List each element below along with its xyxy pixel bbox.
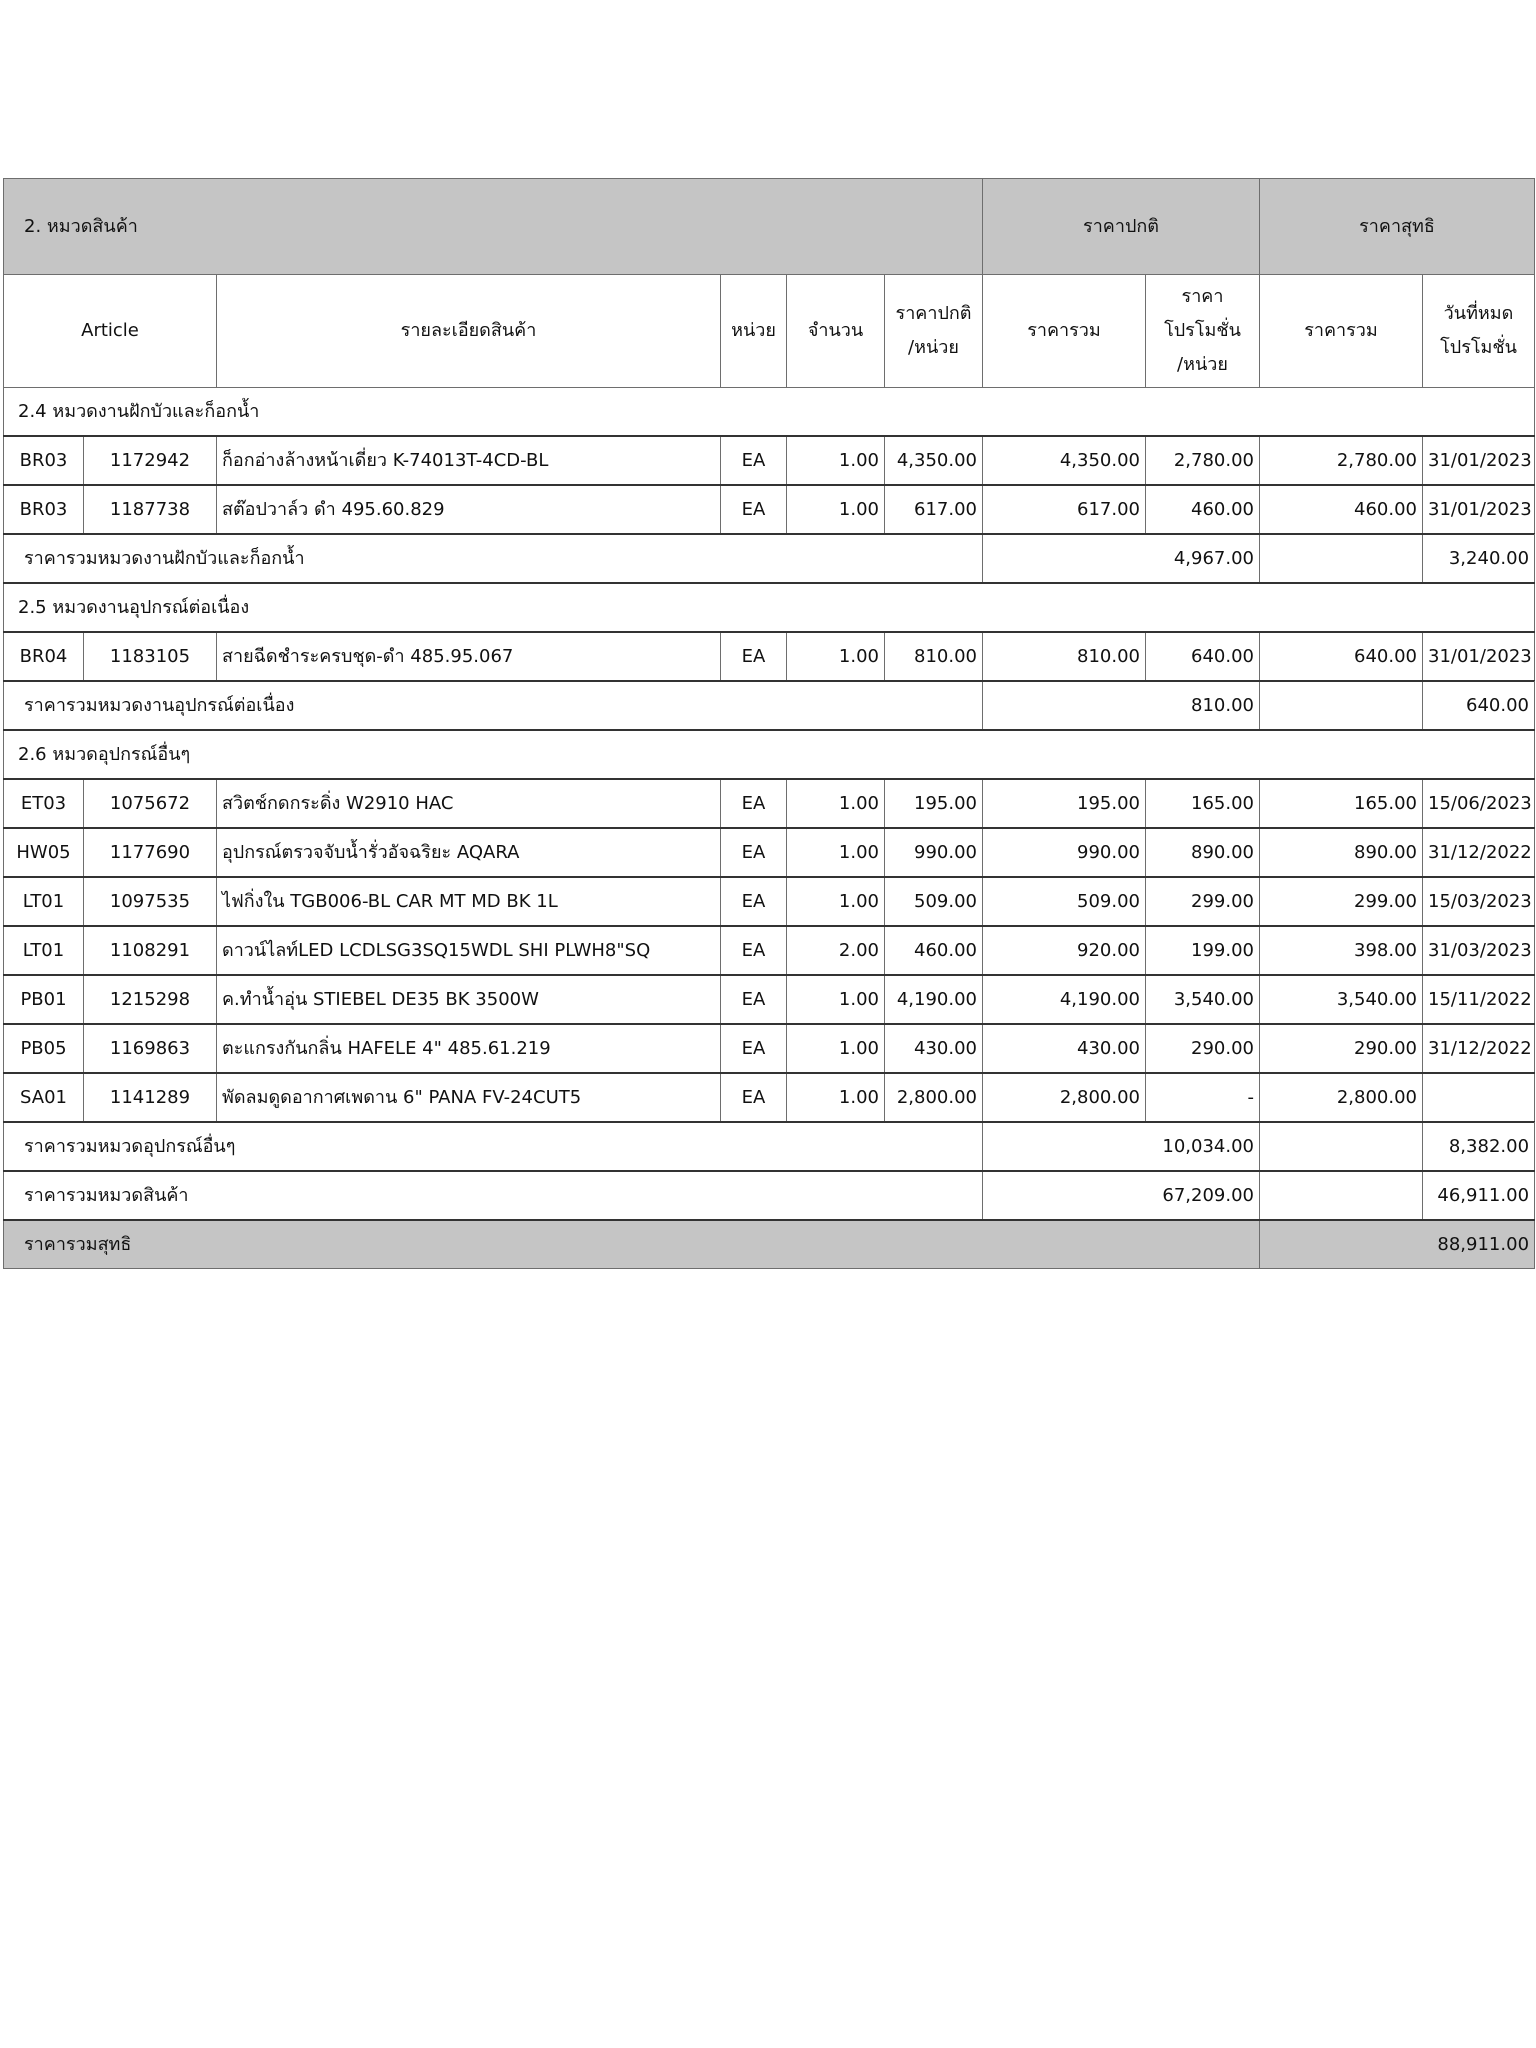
item-promo-price: 165.00 xyxy=(1146,779,1260,828)
item-unit-price: 810.00 xyxy=(885,632,983,681)
item-unit-price: 460.00 xyxy=(885,926,983,975)
item-unit: EA xyxy=(721,877,787,926)
item-article: 1169863 xyxy=(84,1024,217,1073)
item-promo-total: 460.00 xyxy=(1260,485,1423,534)
item-end-date: 31/01/2023 xyxy=(1423,436,1535,485)
item-unit: EA xyxy=(721,632,787,681)
item-group-code: HW05 xyxy=(4,828,84,877)
item-qty: 1.00 xyxy=(787,436,885,485)
item-unit-price: 990.00 xyxy=(885,828,983,877)
item-end-date: 15/06/2023 xyxy=(1423,779,1535,828)
item-qty: 1.00 xyxy=(787,485,885,534)
item-detail: ตะแกรงกันกลิ่น HAFELE 4" 485.61.219 xyxy=(217,1024,721,1073)
item-unit: EA xyxy=(721,975,787,1024)
item-detail: สวิตช์กดกระดิ่ง W2910 HAC xyxy=(217,779,721,828)
section-header-row xyxy=(4,583,1535,632)
grand-total-row xyxy=(4,1220,1535,1269)
item-detail: ค.ทำน้ำอุ่น STIEBEL DE35 BK 3500W xyxy=(217,975,721,1024)
col-normal-unit-price-line: /หน่วย xyxy=(908,337,959,358)
subtotal-empty xyxy=(1260,681,1423,730)
col-article: Article xyxy=(4,275,217,388)
item-group-code: PB05 xyxy=(4,1024,84,1073)
col-promo-unit-price-line: โปรโมชั่น xyxy=(1164,320,1241,341)
col-qty: จำนวน xyxy=(787,275,885,388)
item-promo-price: 290.00 xyxy=(1146,1024,1260,1073)
col-promo-total: ราคารวม xyxy=(1260,275,1423,388)
item-promo-total: 890.00 xyxy=(1260,828,1423,877)
subtotal-normal: 810.00 xyxy=(983,681,1260,730)
subtotal-empty xyxy=(1260,1122,1423,1171)
item-total: 430.00 xyxy=(983,1024,1146,1073)
section-header-row xyxy=(4,730,1535,779)
item-total: 920.00 xyxy=(983,926,1146,975)
item-total: 990.00 xyxy=(983,828,1146,877)
col-normal-unit-price xyxy=(885,275,983,388)
subtotal-promo: 3,240.00 xyxy=(1423,534,1535,583)
column-header-row xyxy=(4,275,1535,388)
table-row xyxy=(4,828,1535,877)
item-detail: ดาวน์ไลท์LED LCDLSG3SQ15WDL SHI PLWH8"SQ xyxy=(217,926,721,975)
item-detail: พัดลมดูดอากาศเพดาน 6" PANA FV-24CUT5 xyxy=(217,1073,721,1122)
item-qty: 1.00 xyxy=(787,975,885,1024)
item-promo-total: 2,800.00 xyxy=(1260,1073,1423,1122)
item-detail: อุปกรณ์ตรวจจับน้ำรั่วอัจฉริยะ AQARA xyxy=(217,828,721,877)
item-article: 1183105 xyxy=(84,632,217,681)
item-qty: 1.00 xyxy=(787,1024,885,1073)
section-subtotal-row xyxy=(4,681,1535,730)
item-qty: 1.00 xyxy=(787,779,885,828)
item-detail: ก็อกอ่างล้างหน้าเดี่ยว K-74013T-4CD-BL xyxy=(217,436,721,485)
category-total-row xyxy=(4,1171,1535,1220)
item-end-date: 31/01/2023 xyxy=(1423,485,1535,534)
section-subtotal-row xyxy=(4,1122,1535,1171)
item-article: 1097535 xyxy=(84,877,217,926)
item-promo-price: - xyxy=(1146,1073,1260,1122)
item-unit: EA xyxy=(721,1073,787,1122)
grand-total-value: 88,911.00 xyxy=(1260,1220,1535,1269)
item-promo-total: 299.00 xyxy=(1260,877,1423,926)
item-promo-total: 165.00 xyxy=(1260,779,1423,828)
item-promo-price: 2,780.00 xyxy=(1146,436,1260,485)
item-total: 195.00 xyxy=(983,779,1146,828)
item-promo-price: 199.00 xyxy=(1146,926,1260,975)
table-row xyxy=(4,926,1535,975)
subtotal-empty xyxy=(1260,534,1423,583)
table-row xyxy=(4,436,1535,485)
item-unit-price: 430.00 xyxy=(885,1024,983,1073)
item-article: 1215298 xyxy=(84,975,217,1024)
item-unit-price: 4,190.00 xyxy=(885,975,983,1024)
item-unit: EA xyxy=(721,485,787,534)
item-group-code: BR04 xyxy=(4,632,84,681)
item-group-code: LT01 xyxy=(4,877,84,926)
item-promo-price: 640.00 xyxy=(1146,632,1260,681)
item-promo-total: 398.00 xyxy=(1260,926,1423,975)
item-group-code: SA01 xyxy=(4,1073,84,1122)
item-article: 1141289 xyxy=(84,1073,217,1122)
section-subtotal-row xyxy=(4,534,1535,583)
item-end-date xyxy=(1423,1073,1535,1122)
item-unit: EA xyxy=(721,828,787,877)
item-promo-total: 640.00 xyxy=(1260,632,1423,681)
category-title: 2. หมวดสินค้า xyxy=(4,179,983,275)
item-unit-price: 617.00 xyxy=(885,485,983,534)
item-total: 810.00 xyxy=(983,632,1146,681)
item-article: 1172942 xyxy=(84,436,217,485)
subtotal-normal: 4,967.00 xyxy=(983,534,1260,583)
normal-price-group-header: ราคาปกติ xyxy=(983,179,1260,275)
category-total-empty xyxy=(1260,1171,1423,1220)
item-unit: EA xyxy=(721,436,787,485)
col-normal-unit-price-line: ราคาปกติ xyxy=(895,303,972,324)
category-total-label: ราคารวมหมวดสินค้า xyxy=(4,1171,983,1220)
item-end-date: 31/12/2022 xyxy=(1423,1024,1535,1073)
item-article: 1177690 xyxy=(84,828,217,877)
item-qty: 1.00 xyxy=(787,828,885,877)
col-detail: รายละเอียดสินค้า xyxy=(217,275,721,388)
section-title: 2.6 หมวดอุปกรณ์อื่นๆ xyxy=(4,730,1535,779)
item-group-code: BR03 xyxy=(4,436,84,485)
item-promo-price: 3,540.00 xyxy=(1146,975,1260,1024)
item-promo-price: 299.00 xyxy=(1146,877,1260,926)
item-article: 1187738 xyxy=(84,485,217,534)
item-end-date: 31/01/2023 xyxy=(1423,632,1535,681)
subtotal-label: ราคารวมหมวดงานอุปกรณ์ต่อเนื่อง xyxy=(4,681,983,730)
item-unit-price: 2,800.00 xyxy=(885,1073,983,1122)
net-price-group-header: ราคาสุทธิ xyxy=(1260,179,1535,275)
item-unit: EA xyxy=(721,926,787,975)
section-title: 2.4 หมวดงานฝักบัวและก็อกน้ำ xyxy=(4,388,1535,437)
item-detail: สายฉีดชำระครบชุด-ดำ 485.95.067 xyxy=(217,632,721,681)
item-group-code: ET03 xyxy=(4,779,84,828)
item-promo-price: 890.00 xyxy=(1146,828,1260,877)
item-qty: 1.00 xyxy=(787,632,885,681)
col-promo-unit-price-line: ราคา xyxy=(1181,286,1224,307)
subtotal-label: ราคารวมหมวดอุปกรณ์อื่นๆ xyxy=(4,1122,983,1171)
item-total: 2,800.00 xyxy=(983,1073,1146,1122)
table-row xyxy=(4,632,1535,681)
item-group-code: LT01 xyxy=(4,926,84,975)
item-article: 1108291 xyxy=(84,926,217,975)
item-total: 509.00 xyxy=(983,877,1146,926)
col-promo-end-date-line: วันที่หมด xyxy=(1443,303,1514,324)
item-group-code: BR03 xyxy=(4,485,84,534)
item-end-date: 31/12/2022 xyxy=(1423,828,1535,877)
subtotal-label: ราคารวมหมวดงานฝักบัวและก็อกน้ำ xyxy=(4,534,983,583)
item-end-date: 31/03/2023 xyxy=(1423,926,1535,975)
subtotal-promo: 8,382.00 xyxy=(1423,1122,1535,1171)
table-row xyxy=(4,1073,1535,1122)
item-group-code: PB01 xyxy=(4,975,84,1024)
item-end-date: 15/11/2022 xyxy=(1423,975,1535,1024)
item-qty: 1.00 xyxy=(787,877,885,926)
table-row xyxy=(4,877,1535,926)
item-total: 4,190.00 xyxy=(983,975,1146,1024)
category-total-normal: 67,209.00 xyxy=(983,1171,1260,1220)
table-row xyxy=(4,779,1535,828)
col-normal-total: ราคารวม xyxy=(983,275,1146,388)
col-unit: หน่วย xyxy=(721,275,787,388)
item-unit: EA xyxy=(721,779,787,828)
item-qty: 2.00 xyxy=(787,926,885,975)
table-row xyxy=(4,975,1535,1024)
subtotal-normal: 10,034.00 xyxy=(983,1122,1260,1171)
item-article: 1075672 xyxy=(84,779,217,828)
item-promo-total: 3,540.00 xyxy=(1260,975,1423,1024)
section-title: 2.5 หมวดงานอุปกรณ์ต่อเนื่อง xyxy=(4,583,1535,632)
subtotal-promo: 640.00 xyxy=(1423,681,1535,730)
item-total: 617.00 xyxy=(983,485,1146,534)
col-promo-end-date xyxy=(1423,275,1535,388)
section-header-row xyxy=(4,388,1535,437)
item-unit-price: 195.00 xyxy=(885,779,983,828)
item-promo-total: 290.00 xyxy=(1260,1024,1423,1073)
item-qty: 1.00 xyxy=(787,1073,885,1122)
item-unit-price: 4,350.00 xyxy=(885,436,983,485)
category-total-promo: 46,911.00 xyxy=(1423,1171,1535,1220)
item-promo-total: 2,780.00 xyxy=(1260,436,1423,485)
item-unit-price: 509.00 xyxy=(885,877,983,926)
grand-total-label: ราคารวมสุทธิ xyxy=(4,1220,1260,1269)
price-table xyxy=(3,178,1535,1269)
table-row xyxy=(4,1024,1535,1073)
category-header-row xyxy=(4,179,1535,275)
col-promo-end-date-line: โปรโมชั่น xyxy=(1440,337,1517,358)
item-promo-price: 460.00 xyxy=(1146,485,1260,534)
item-unit: EA xyxy=(721,1024,787,1073)
item-detail: ไฟกิ่งใน TGB006-BL CAR MT MD BK 1L xyxy=(217,877,721,926)
col-promo-unit-price xyxy=(1146,275,1260,388)
item-total: 4,350.00 xyxy=(983,436,1146,485)
item-end-date: 15/03/2023 xyxy=(1423,877,1535,926)
item-detail: สต๊อปวาล์ว ดำ 495.60.829 xyxy=(217,485,721,534)
col-promo-unit-price-line: /หน่วย xyxy=(1177,354,1228,375)
table-row xyxy=(4,485,1535,534)
